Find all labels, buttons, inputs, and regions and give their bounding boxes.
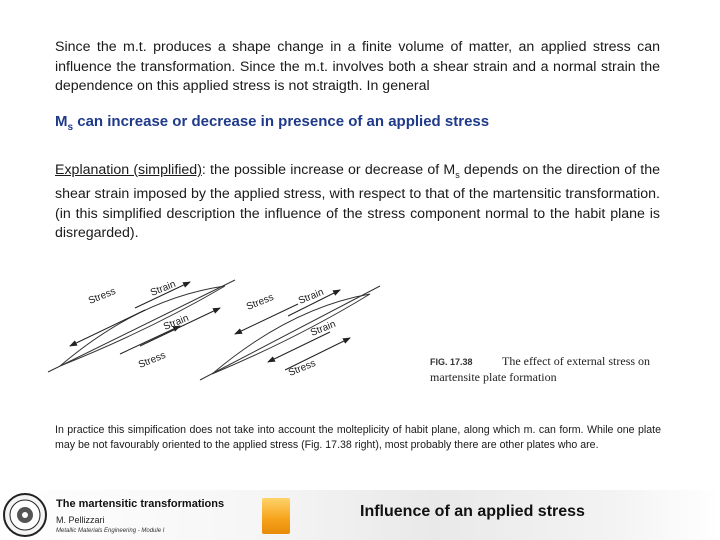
explanation-text-b: depends on the direction of the shear strain imposed by the applied stress, with respect to that of the martensitic transformation. (in this simplified description the influence of the stress component normal to the habit plane is disregarded). <box>55 162 660 242</box>
right-stress-bottom-label: Stress <box>287 357 318 379</box>
right-habit-line <box>200 286 380 380</box>
explanation-subscript: s <box>455 169 460 180</box>
footer-banner-title: Influence of an applied stress <box>360 503 585 520</box>
footer-accent-bar <box>262 498 290 534</box>
left-stress-top-label: Stress <box>87 285 118 307</box>
left-plate-diagram <box>48 279 235 372</box>
footer-title: The martensitic transformations <box>56 498 225 510</box>
right-strain-bottom-label: Strain <box>309 318 338 339</box>
right-stress-top-label: Stress <box>245 291 276 313</box>
stress-strain-figure <box>40 268 690 388</box>
highlight-statement <box>55 113 489 133</box>
explanation-label: Explanation (simplified) <box>55 162 202 178</box>
left-strain-bottom-label: Strain <box>162 312 191 333</box>
footer-course: Metallic Materials Engineering - Module I <box>56 528 165 534</box>
left-stress-arrow-top <box>70 310 145 346</box>
explanation-text-a: : the possible increase or decrease of M <box>201 162 456 178</box>
university-seal-icon <box>2 492 48 538</box>
footer-author: M. Pellizzari <box>56 515 105 525</box>
right-strain-top-label: Strain <box>297 286 326 307</box>
practice-note-paragraph: In practice this simpification does not take into account the molteplicity of habit plane, along which m. can form. While one plate may be not favourably oriented to the applied stress (Fig. 17.38 right), most probably there are other plates who are. <box>55 424 661 451</box>
highlight-text: can increase or decrease in presence of an applied stress <box>73 113 490 130</box>
figure-caption-label: FIG. 17.38 <box>430 357 473 367</box>
intro-paragraph: Since the m.t. produces a shape change in a finite volume of matter, an applied stress can influence the transformation. Since the m.t. involves both a shear strain and a normal strain the dependence on this applied stress is not straigth. In general <box>55 39 660 94</box>
ms-symbol: M <box>55 113 68 130</box>
slide-footer <box>0 490 720 540</box>
right-plate-diagram <box>200 286 380 380</box>
right-stress-arrow-top <box>235 304 298 334</box>
figure-caption-line1: The effect of external stress on <box>502 354 651 368</box>
left-stress-bottom-label: Stress <box>137 349 168 371</box>
figure-caption-line2: martensite plate formation <box>430 370 557 384</box>
left-strain-top-label: Strain <box>149 278 178 299</box>
explanation-paragraph <box>55 161 660 244</box>
ms-subscript: s <box>67 122 74 133</box>
right-strain-arrow-bottom <box>268 332 330 362</box>
